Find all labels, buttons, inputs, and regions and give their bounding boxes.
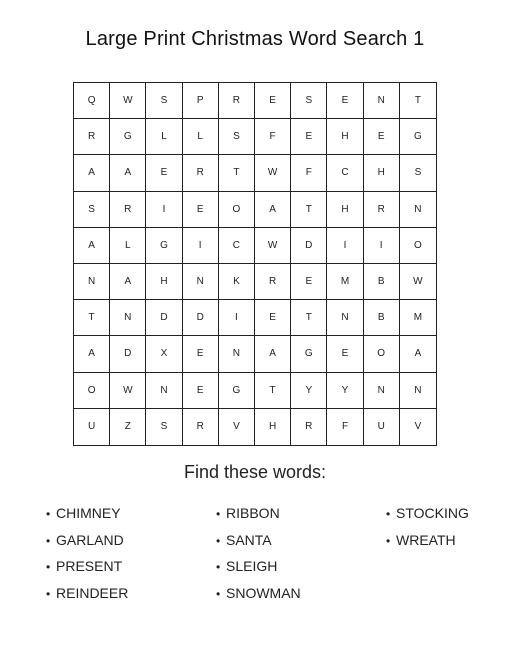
grid-cell: R bbox=[183, 409, 219, 445]
grid-cell: A bbox=[110, 264, 146, 300]
grid-cell: N bbox=[364, 83, 400, 119]
grid-cell: I bbox=[364, 228, 400, 264]
grid-cell: R bbox=[364, 192, 400, 228]
word-label: SANTA bbox=[226, 531, 272, 548]
grid-cell: R bbox=[255, 264, 291, 300]
grid-cell: S bbox=[219, 119, 255, 155]
grid-cell: T bbox=[291, 300, 327, 336]
grid-cell: N bbox=[400, 373, 436, 409]
grid-cell: C bbox=[219, 228, 255, 264]
grid-cell: F bbox=[327, 409, 363, 445]
grid-cell: C bbox=[327, 155, 363, 191]
grid-cell: M bbox=[400, 300, 436, 336]
grid-cell: S bbox=[146, 409, 182, 445]
grid-cell: L bbox=[183, 119, 219, 155]
grid-cell: D bbox=[183, 300, 219, 336]
grid-cell: W bbox=[255, 155, 291, 191]
grid-cell: D bbox=[146, 300, 182, 336]
bullet-icon: • bbox=[386, 533, 391, 548]
grid-cell: Q bbox=[74, 83, 110, 119]
word-label: REINDEER bbox=[56, 585, 129, 602]
bullet-icon: • bbox=[46, 587, 51, 602]
grid-cell: E bbox=[183, 336, 219, 372]
grid-cell: O bbox=[400, 228, 436, 264]
bullet-icon: • bbox=[216, 533, 221, 548]
word-list-item bbox=[216, 531, 386, 558]
grid-cell: V bbox=[219, 409, 255, 445]
word-label: WREATH bbox=[396, 531, 456, 548]
grid-cell: E bbox=[183, 373, 219, 409]
grid-cell: U bbox=[74, 409, 110, 445]
word-list-heading: Find these words: bbox=[183, 462, 327, 482]
grid-cell: O bbox=[74, 373, 110, 409]
grid-cell: S bbox=[74, 192, 110, 228]
grid-cell: E bbox=[327, 336, 363, 372]
grid-cell: R bbox=[74, 119, 110, 155]
grid-cell: T bbox=[74, 300, 110, 336]
grid-cell: N bbox=[219, 336, 255, 372]
grid-cell: E bbox=[255, 300, 291, 336]
letter-grid bbox=[73, 82, 437, 446]
grid-cell: A bbox=[255, 192, 291, 228]
grid-cell: I bbox=[183, 228, 219, 264]
grid-cell: M bbox=[327, 264, 363, 300]
bullet-icon: • bbox=[386, 507, 391, 521]
bullet-icon: • bbox=[216, 507, 221, 521]
grid-cell: Y bbox=[327, 373, 363, 409]
grid-cell: A bbox=[110, 155, 146, 191]
word-label: PRESENT bbox=[56, 558, 123, 575]
grid-cell: A bbox=[74, 155, 110, 191]
grid-cell: W bbox=[110, 83, 146, 119]
grid-cell: W bbox=[400, 264, 436, 300]
bullet-icon: • bbox=[46, 507, 51, 521]
grid-cell: E bbox=[255, 83, 291, 119]
word-list-item bbox=[216, 557, 386, 584]
grid-cell: S bbox=[291, 83, 327, 119]
bullet-icon: • bbox=[216, 560, 221, 575]
word-label: SNOWMAN bbox=[226, 585, 301, 602]
word-label: CHIMNEY bbox=[56, 505, 121, 521]
grid-cell: H bbox=[146, 264, 182, 300]
grid-cell: E bbox=[291, 119, 327, 155]
grid-cell: T bbox=[255, 373, 291, 409]
word-list-item bbox=[216, 584, 386, 611]
grid-cell: A bbox=[74, 228, 110, 264]
grid-cell: F bbox=[291, 155, 327, 191]
word-label: RIBBON bbox=[226, 505, 280, 521]
grid-cell: I bbox=[146, 192, 182, 228]
grid-cell: W bbox=[255, 228, 291, 264]
grid-cell: N bbox=[400, 192, 436, 228]
grid-cell: E bbox=[291, 264, 327, 300]
word-label: SLEIGH bbox=[226, 558, 278, 575]
grid-cell: K bbox=[219, 264, 255, 300]
grid-cell: N bbox=[183, 264, 219, 300]
grid-cell: H bbox=[327, 119, 363, 155]
grid-cell: B bbox=[364, 300, 400, 336]
grid-cell: N bbox=[364, 373, 400, 409]
grid-cell: E bbox=[364, 119, 400, 155]
word-list-item bbox=[46, 557, 216, 584]
grid-cell: P bbox=[183, 83, 219, 119]
grid-cell: R bbox=[183, 155, 219, 191]
grid-cell: A bbox=[255, 336, 291, 372]
bullet-icon: • bbox=[46, 560, 51, 575]
grid-cell: S bbox=[400, 155, 436, 191]
grid-cell: T bbox=[219, 155, 255, 191]
grid-cell: G bbox=[110, 119, 146, 155]
grid-cell: Z bbox=[110, 409, 146, 445]
grid-cell: D bbox=[291, 228, 327, 264]
grid-cell: I bbox=[219, 300, 255, 336]
grid-cell: T bbox=[400, 83, 436, 119]
grid-cell: O bbox=[364, 336, 400, 372]
grid-cell: S bbox=[146, 83, 182, 119]
grid-cell: G bbox=[146, 228, 182, 264]
grid-cell: G bbox=[219, 373, 255, 409]
grid-cell: A bbox=[74, 336, 110, 372]
word-list-item bbox=[216, 504, 386, 531]
grid-cell: N bbox=[74, 264, 110, 300]
word-list-item bbox=[46, 531, 216, 558]
grid-cell: W bbox=[110, 373, 146, 409]
grid-cell: D bbox=[110, 336, 146, 372]
grid-cell: R bbox=[110, 192, 146, 228]
grid-cell: E bbox=[146, 155, 182, 191]
bullet-icon: • bbox=[216, 587, 221, 602]
grid-cell: H bbox=[364, 155, 400, 191]
grid-cell: X bbox=[146, 336, 182, 372]
grid-cell: G bbox=[291, 336, 327, 372]
grid-cell: N bbox=[327, 300, 363, 336]
bullet-icon: • bbox=[46, 533, 51, 548]
grid-cell: Y bbox=[291, 373, 327, 409]
grid-cell: A bbox=[400, 336, 436, 372]
grid-cell: E bbox=[183, 192, 219, 228]
grid-cell: E bbox=[327, 83, 363, 119]
grid-cell: N bbox=[110, 300, 146, 336]
word-list bbox=[46, 504, 496, 611]
grid-cell: H bbox=[255, 409, 291, 445]
grid-cell: F bbox=[255, 119, 291, 155]
word-list-item bbox=[46, 504, 216, 531]
grid-cell: H bbox=[327, 192, 363, 228]
word-list-item bbox=[46, 584, 216, 611]
word-list-item bbox=[386, 531, 496, 558]
grid-cell: O bbox=[219, 192, 255, 228]
grid-cell: B bbox=[364, 264, 400, 300]
word-label: STOCKING bbox=[396, 505, 469, 521]
grid-cell: V bbox=[414, 421, 422, 433]
grid-cell: T bbox=[291, 192, 327, 228]
word-list-item bbox=[386, 504, 496, 531]
grid-cell: N bbox=[146, 373, 182, 409]
grid-cell: I bbox=[327, 228, 363, 264]
grid-cell: U bbox=[364, 409, 400, 445]
word-label: GARLAND bbox=[56, 531, 124, 548]
grid-cell: L bbox=[110, 228, 146, 264]
grid-cell: G bbox=[400, 119, 436, 155]
grid-cell: L bbox=[146, 119, 182, 155]
page-title: Large Print Christmas Word Search 1 bbox=[85, 28, 425, 50]
grid-cell: R bbox=[291, 409, 327, 445]
grid-cell: R bbox=[219, 83, 255, 119]
